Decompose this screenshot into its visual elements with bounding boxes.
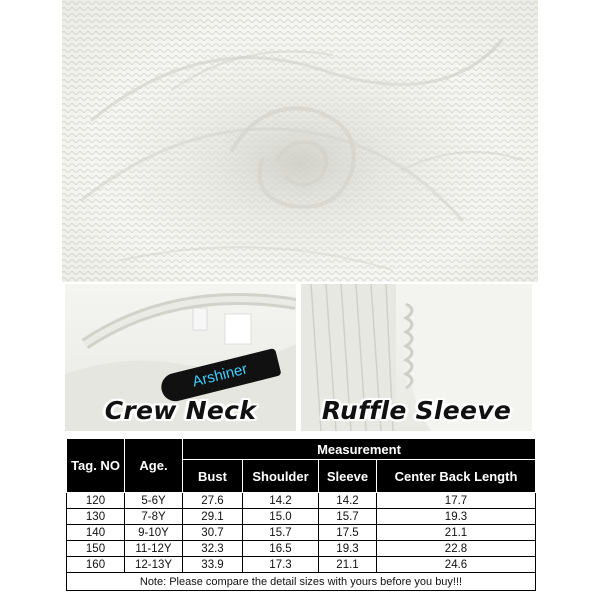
brand-label-tag: Arshiner bbox=[158, 348, 281, 404]
table-row bbox=[67, 541, 536, 557]
crew-neck-photo bbox=[65, 284, 296, 431]
bust-cell: 32.3 bbox=[183, 541, 243, 557]
size-chart-table bbox=[66, 438, 536, 591]
ruffle-sleeve-caption: Ruffle Sleeve bbox=[321, 396, 512, 425]
bust-header: Bust bbox=[183, 460, 243, 493]
table-row bbox=[67, 525, 536, 541]
tag-cell: 140 bbox=[67, 525, 125, 541]
age-header: Age. bbox=[125, 439, 183, 493]
bust-cell: 33.9 bbox=[183, 557, 243, 573]
age-cell: 12-13Y bbox=[125, 557, 183, 573]
age-cell: 9-10Y bbox=[125, 525, 183, 541]
knit-fabric-closeup bbox=[62, 0, 538, 282]
shoulder-header: Shoulder bbox=[243, 460, 319, 493]
shoulder-cell: 16.5 bbox=[243, 541, 319, 557]
length-cell: 22.8 bbox=[377, 541, 536, 557]
knit-texture-illustration bbox=[62, 0, 538, 282]
table-row bbox=[67, 509, 536, 525]
tag-cell: 120 bbox=[67, 493, 125, 509]
length-cell: 21.1 bbox=[377, 525, 536, 541]
crew-neck-caption: Crew Neck bbox=[104, 396, 257, 425]
ruffle-sleeve-photo bbox=[301, 284, 532, 431]
shoulder-cell: 14.2 bbox=[243, 493, 319, 509]
age-cell: 7-8Y bbox=[125, 509, 183, 525]
sleeve-cell: 17.5 bbox=[319, 525, 377, 541]
bust-cell: 29.1 bbox=[183, 509, 243, 525]
sleeve-cell: 14.2 bbox=[319, 493, 377, 509]
table-row bbox=[67, 557, 536, 573]
measurement-header: Measurement bbox=[183, 439, 536, 460]
tag-no-header: Tag. NO bbox=[67, 439, 125, 493]
length-cell: 17.7 bbox=[377, 493, 536, 509]
sleeve-header: Sleeve bbox=[319, 460, 377, 493]
age-cell: 11-12Y bbox=[125, 541, 183, 557]
sleeve-cell: 15.7 bbox=[319, 509, 377, 525]
tag-cell: 150 bbox=[67, 541, 125, 557]
shoulder-cell: 17.3 bbox=[243, 557, 319, 573]
table-row bbox=[67, 493, 536, 509]
sleeve-cell: 19.3 bbox=[319, 541, 377, 557]
age-cell: 5-6Y bbox=[125, 493, 183, 509]
length-cell: 19.3 bbox=[377, 509, 536, 525]
shoulder-cell: 15.7 bbox=[243, 525, 319, 541]
tag-cell: 160 bbox=[67, 557, 125, 573]
tag-cell: 130 bbox=[67, 509, 125, 525]
bust-cell: 30.7 bbox=[183, 525, 243, 541]
center-back-length-header: Center Back Length bbox=[377, 460, 536, 493]
sleeve-cell: 21.1 bbox=[319, 557, 377, 573]
bust-cell: 27.6 bbox=[183, 493, 243, 509]
size-note: Note: Please compare the detail sizes with yours before you buy!!! bbox=[67, 573, 536, 591]
shoulder-cell: 15.0 bbox=[243, 509, 319, 525]
length-cell: 24.6 bbox=[377, 557, 536, 573]
